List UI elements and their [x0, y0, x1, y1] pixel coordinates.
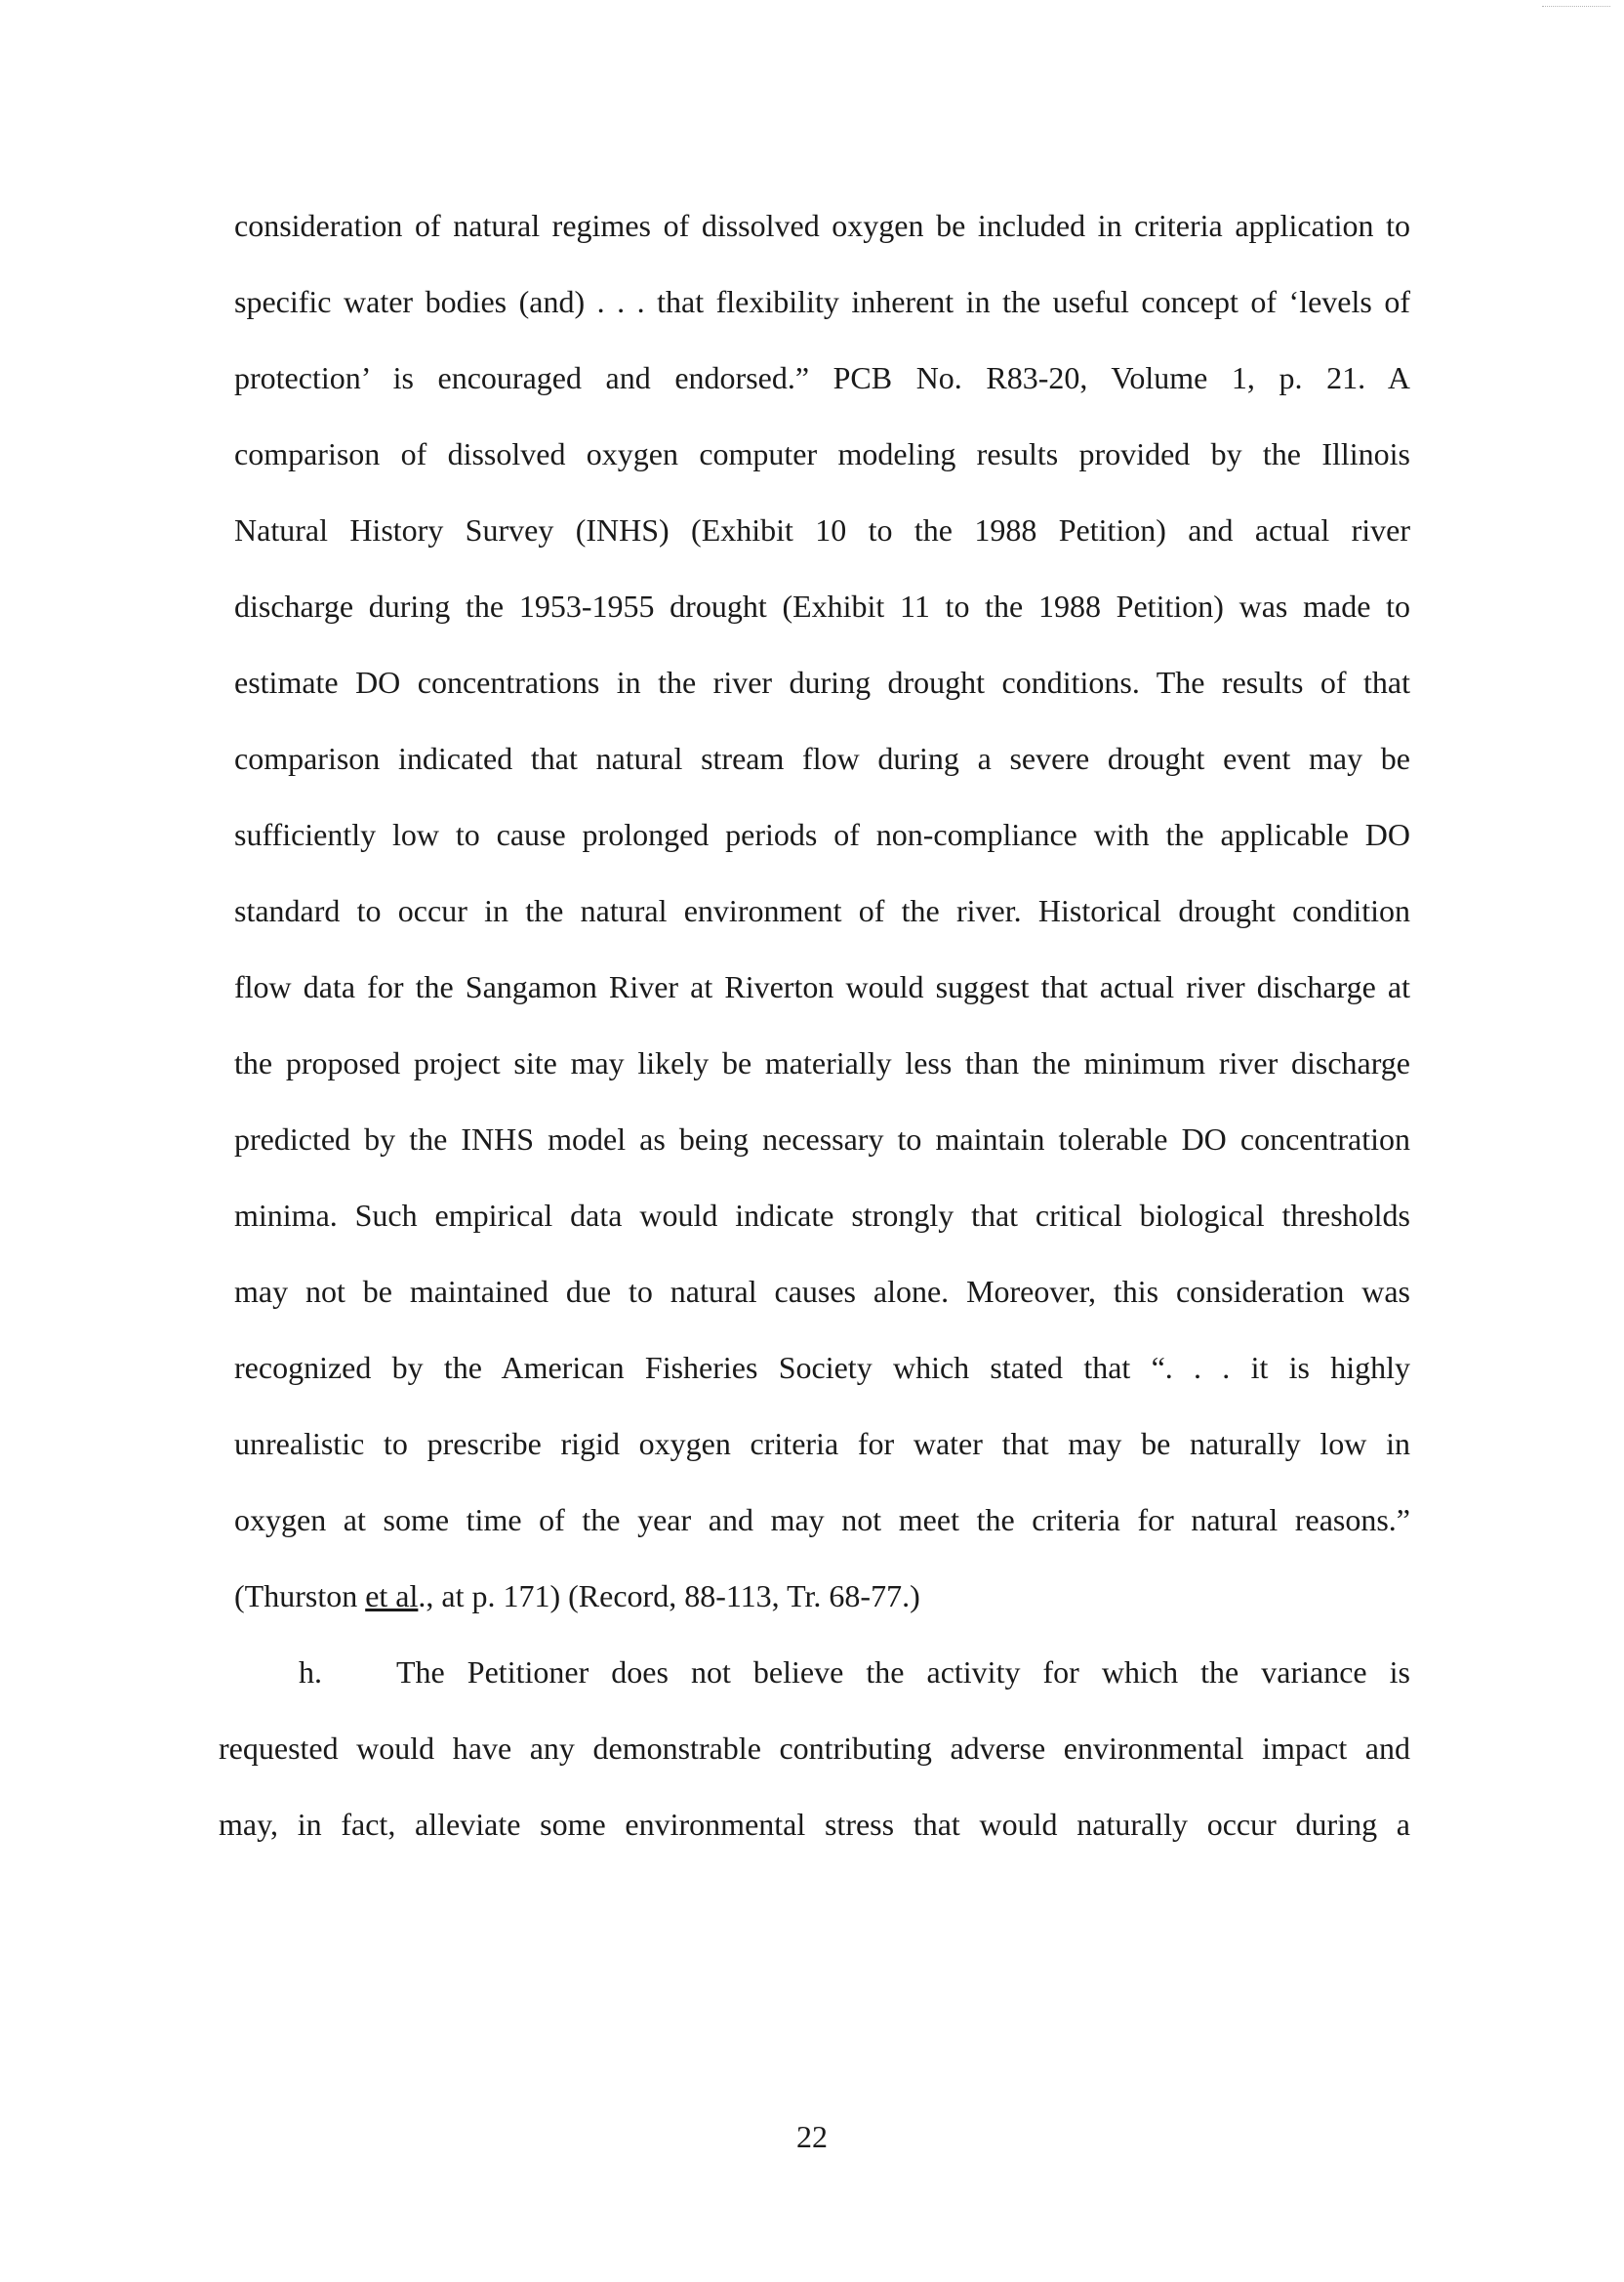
text-line: comparison indicated that natural stream flow during a severe drought event may be — [234, 741, 1410, 776]
text-line: comparison of dissolved oxygen computer modeling results provided by the Illinois — [234, 436, 1410, 471]
paragraph-h-first-line — [219, 1656, 1410, 1688]
text-line: discharge during the 1953-1955 drought (Exhibit 11 to the 1988 Petition) was made to — [234, 589, 1410, 624]
text-line: predicted by the INHS model as being necessary to maintain tolerable DO concentration — [234, 1121, 1410, 1157]
text-line: sufficiently low to cause prolonged periods of non-compliance with the applicable DO — [234, 817, 1410, 852]
text-line: recognized by the American Fisheries Society which stated that “. . . it is highly — [234, 1350, 1410, 1385]
text-line: estimate DO concentrations in the river during drought conditions. The results of that — [234, 665, 1410, 700]
citation-line — [234, 1580, 1410, 1611]
citation-text: ., at p. 171) (Record, 88-113, Tr. 68-77.) — [418, 1578, 920, 1613]
text-line: flow data for the Sangamon River at Riverton would suggest that actual river discharge at — [234, 969, 1410, 1004]
text-line: may not be maintained due to natural causes alone. Moreover, this consideration was — [234, 1274, 1410, 1309]
scan-corner-mark — [1542, 6, 1610, 10]
paragraph-h-text: The Petitioner does not believe the activity for which the variance is — [396, 1654, 1410, 1690]
citation-text: (Thurston — [234, 1578, 366, 1613]
text-line: minima. Such empirical data would indicate strongly that critical biological thresholds — [234, 1198, 1410, 1233]
et-al-underlined: et al — [365, 1578, 419, 1613]
text-line: specific water bodies (and) . . . that flexibility inherent in the useful concept of ‘levels of — [234, 284, 1410, 319]
text-line: protection’ is encouraged and endorsed.” PCB No. R83-20, Volume 1, p. 21. A — [234, 360, 1410, 395]
text-line: consideration of natural regimes of dissolved oxygen be included in criteria application to — [234, 208, 1410, 243]
page-number: 22 — [796, 2119, 828, 2154]
paragraph-letter: h. — [299, 1654, 322, 1690]
text-line: oxygen at some time of the year and may not meet the criteria for natural reasons.” — [234, 1502, 1410, 1537]
text-line: may, in fact, alleviate some environmental stress that would naturally occur during a — [219, 1807, 1410, 1842]
text-line: unrealistic to prescribe rigid oxygen criteria for water that may be naturally low in — [234, 1426, 1410, 1461]
text-line: requested would have any demonstrable contributing adverse environmental impact and — [219, 1731, 1410, 1766]
text-line: Natural History Survey (INHS) (Exhibit 10 to the 1988 Petition) and actual river — [234, 512, 1410, 548]
text-line: the proposed project site may likely be materially less than the minimum river discharge — [234, 1045, 1410, 1080]
text-line: standard to occur in the natural environment of the river. Historical drought condition — [234, 893, 1410, 928]
